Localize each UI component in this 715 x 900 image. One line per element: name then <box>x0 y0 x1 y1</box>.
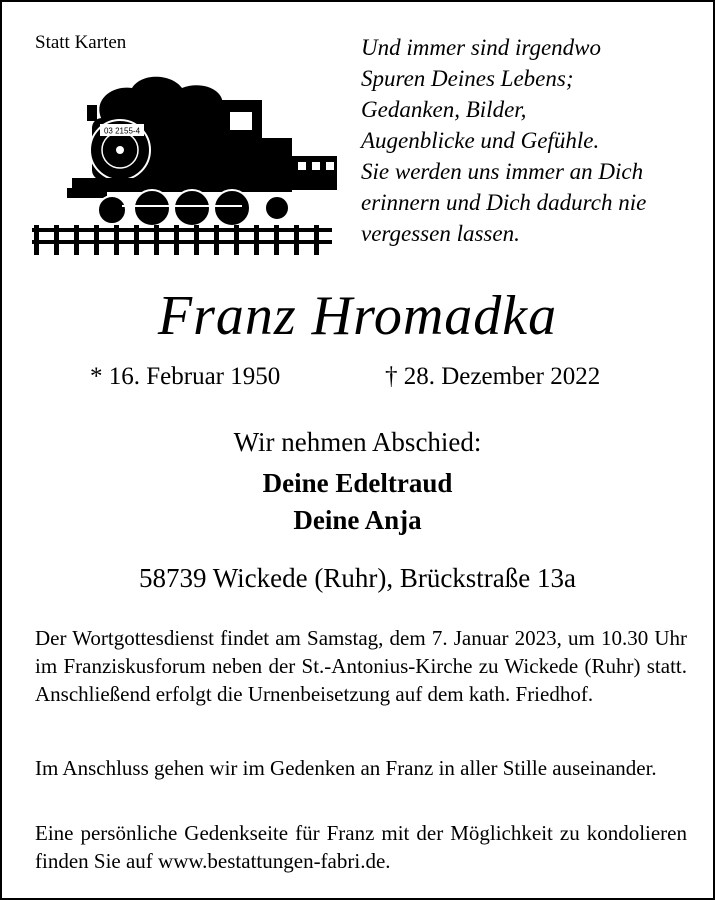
mourner-name: Deine Anja <box>293 505 422 535</box>
service-paragraph: Der Wortgottesdienst findet am Samstag, dem 7. Januar 2023, um 10.30 Uhr im Franziskusforum neben der St.-Antonius-Kirche zu Wickede (Ruhr) statt. Anschließend erfolgt die Urnenbeisetzung auf dem kath. Friedhof. <box>35 626 687 706</box>
address: 58739 Wickede (Ruhr), Brückstraße 13a <box>138 563 577 593</box>
death-date: † 28. Dezember 2022 <box>385 363 601 390</box>
mourner-name: Deine Edeltraud <box>262 468 453 498</box>
poem-line: Gedanken, Bilder, <box>361 97 527 122</box>
poem-line: vergessen lassen. <box>361 221 520 246</box>
birth-date: * 16. Februar 1950 <box>90 363 281 390</box>
memorial-page-paragraph: Eine persönliche Gedenkseite für Franz mit der Möglichkeit zu kondolieren finden Sie auf www.bestattungen-fabri.de. <box>35 821 687 873</box>
poem-line: erinnern und Dich dadurch nie <box>361 190 647 215</box>
farewell-heading: Wir nehmen Abschied: <box>233 427 482 457</box>
farewell-paragraph: Im Anschluss gehen wir im Gedenken an Franz in aller Stille auseinander. <box>35 756 657 780</box>
locomotive-number-plate: 03 2155-4 <box>103 126 141 136</box>
poem-line: Spuren Deines Lebens; <box>361 66 574 91</box>
poem-line: Sie werden uns immer an Dich <box>361 159 644 184</box>
poem-line: Augenblicke und Gefühle. <box>361 128 600 153</box>
deceased-name: Franz Hromadka <box>157 285 558 347</box>
poem-line: Und immer sind irgendwo <box>361 35 602 60</box>
steam-locomotive-image <box>32 60 337 260</box>
statt-karten-label: Statt Karten <box>35 32 127 53</box>
poem <box>361 32 706 249</box>
